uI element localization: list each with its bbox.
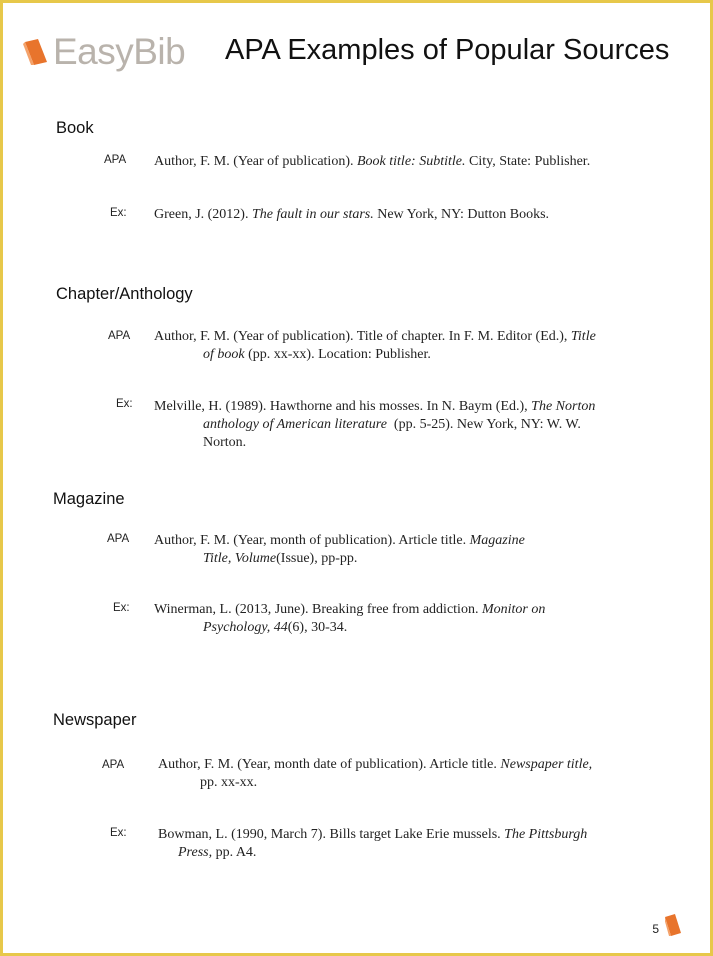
page-number: 5 [652,922,659,936]
section-heading-newspaper: Newspaper [53,711,137,729]
magazine-example: Winerman, L. (2013, June). Breaking free from addiction. Monitor on Psychology, 44(6), 30-34. [154,602,546,635]
book-example: Green, J. (2012). The fault in our stars. New York, NY: Dutton Books. [154,207,550,222]
section-heading-magazine: Magazine [53,490,125,508]
example-label: Ex: [116,398,133,410]
page-title: APA Examples of Popular Sources [225,34,670,66]
apa-format-label: APA [104,154,127,166]
apa-format-label: APA [108,330,131,342]
easybib-corner-icon [665,914,681,936]
apa-format-label: APA [102,759,125,771]
logo-text: EasyBib [53,31,186,72]
section-heading-book: Book [56,119,94,137]
chapter-example: Melville, H. (1989). Hawthorne and his mosses. In N. Baym (Ed.), The Norton anthology of American literature (pp. 5-25). New York, NY: W. W. Norton. [154,399,596,450]
example-label: Ex: [110,207,127,219]
example-label: Ex: [110,827,127,839]
book-apa-format: Author, F. M. (Year of publication). Book title: Subtitle. City, State: Publisher. [154,154,591,169]
apa-format-label: APA [107,533,130,545]
chapter-apa-format: Author, F. M. (Year of publication). Title of chapter. In F. M. Editor (Ed.), Title of book (pp. xx-xx). Location: Publisher. [154,329,596,362]
magazine-apa-format: Author, F. M. (Year, month of publication). Article title. Magazine Title, Volume(Issue), pp-pp. [154,533,525,566]
easybib-logo [23,33,185,70]
newspaper-example: Bowman, L. (1990, March 7). Bills target Lake Erie mussels. The Pittsburgh Press, pp. A4. [158,827,588,860]
easybib-book-icon [23,38,49,66]
example-label: Ex: [113,602,130,614]
newspaper-apa-format: Author, F. M. (Year, month date of publication). Article title. Newspaper title, pp. xx-xx. [158,757,593,790]
section-heading-chapter: Chapter/Anthology [56,285,193,303]
